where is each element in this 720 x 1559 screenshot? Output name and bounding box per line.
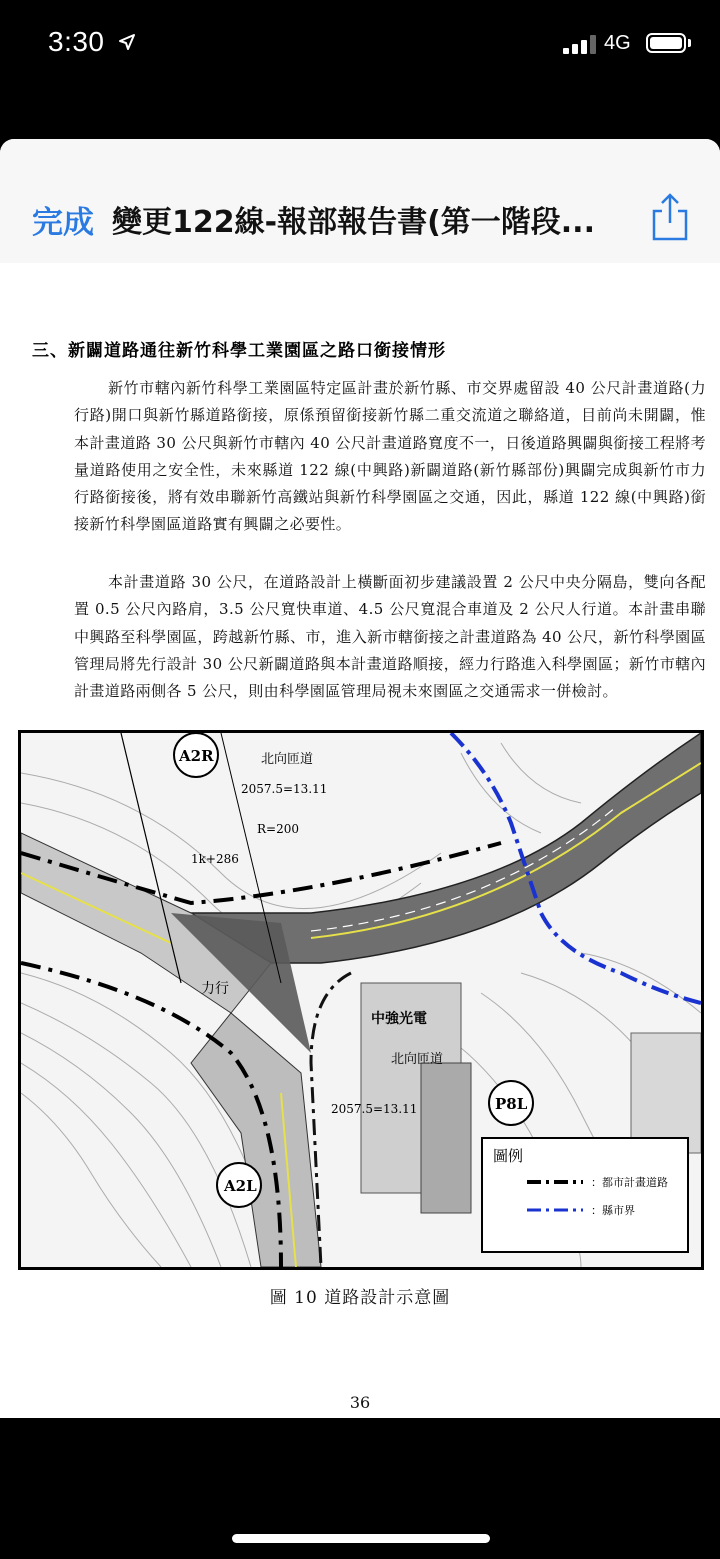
document-viewer-sheet — [0, 139, 720, 1418]
label-elevation-1: 2057.5=13.11 — [241, 782, 328, 796]
section-heading: 三、新闢道路通往新竹科學工業園區之路口銜接情形 — [32, 341, 446, 361]
legend-item-urban-road — [527, 1173, 687, 1193]
status-time: 3:30 — [48, 26, 105, 57]
status-bar — [0, 0, 720, 90]
blue-dash-line-icon — [527, 1205, 583, 1215]
map-legend — [481, 1137, 689, 1253]
legend-label-county-boundary: ：縣市界 — [591, 1204, 635, 1217]
document-title: 變更122線-報部報告書(第一階段... — [112, 205, 595, 240]
label-station: 1k+286 — [191, 852, 239, 866]
paragraph-1: 新竹市轄內新竹科學工業園區特定區計畫於新竹縣、市交界處留設 40 公尺計畫道路(力行路)開口與新竹縣道路銜接，原係預留銜接新竹縣二重交流道之聯絡道，目前尚未開闢，惟本計畫道路 30 公尺與新竹市轄內 40 公尺計畫道路寬度不一，日後道路興闢與銜接工程將考量道路使用之安全性，未來縣道 122 線(中興路)新闢道路(新竹縣部份)興闢完成與新竹市力行路銜接後，將有效串聯新竹高鐵站與新竹科學園區之交通，因此，縣道 122 線(中興路)銜接新竹科學園區道路實有興闢之必要性。 — [74, 379, 706, 534]
label-ramp-top: 北向匝道 — [261, 752, 314, 767]
black-dash-line-icon — [527, 1177, 583, 1187]
battery-icon — [646, 33, 686, 53]
figure-caption: 圖 10 道路設計示意圖 — [269, 1288, 451, 1308]
label-ramp-mid: 北向匝道 — [391, 1052, 444, 1067]
share-icon[interactable] — [650, 191, 690, 243]
label-building: 中強光電 — [371, 1011, 427, 1027]
pdf-page[interactable] — [0, 263, 720, 1418]
label-p8l: P8L — [495, 1095, 528, 1113]
done-button[interactable]: 完成 — [32, 205, 94, 241]
cellular-signal-icon — [563, 34, 599, 54]
legend-title: 圖例 — [493, 1147, 524, 1165]
nav-bar — [0, 139, 720, 264]
label-a2l: A2L — [224, 1177, 257, 1195]
road-design-map — [18, 730, 704, 1270]
legend-item-county-boundary — [527, 1201, 687, 1221]
network-type: 4G — [604, 32, 631, 54]
label-radius: R=200 — [257, 822, 299, 836]
label-elevation-2: 2057.5=13.11 — [331, 1102, 418, 1116]
page-number: 36 — [349, 1393, 371, 1412]
label-lixing: 力行 — [201, 981, 229, 997]
legend-label-urban-road: ：都市計畫道路 — [591, 1176, 668, 1189]
battery-tip — [688, 39, 691, 47]
location-arrow-icon — [118, 33, 136, 56]
home-indicator[interactable] — [232, 1534, 490, 1543]
paragraph-2: 本計畫道路 30 公尺，在道路設計上橫斷面初步建議設置 2 公尺中央分隔島，雙向各配置 0.5 公尺內路肩，3.5 公尺寬快車道、4.5 公尺寬混合車道及 2 公尺人行道。本計畫串聯中興路至科學園區，跨越新竹縣、市，進入新市轄銜接之計畫道路為 40 公尺，新竹科學園區管理局將先行設計 30 公尺新闢道路與本計畫道路順接，經力行路進入科學園區；新竹市轄內計畫道路兩側各 5 公尺，則由科學園區管理局視未來園區之交通需求一併檢討。 — [74, 573, 706, 701]
label-a2r: A2R — [179, 747, 214, 765]
